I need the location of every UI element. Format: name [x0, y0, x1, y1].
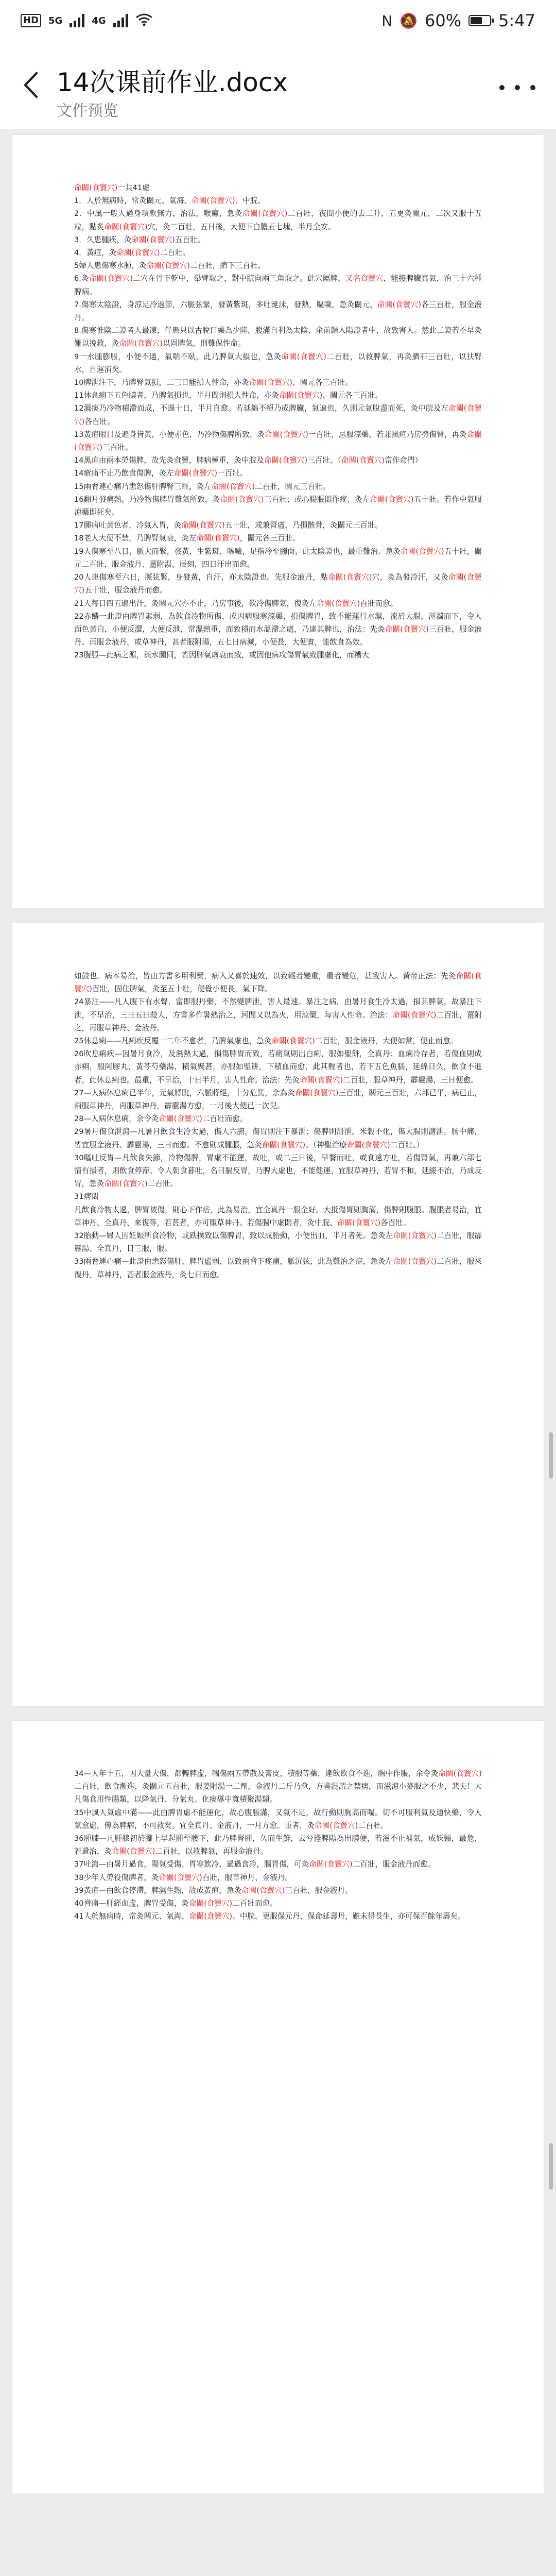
- doc-paragraph: [74, 1884, 482, 1897]
- text-run: 14瘡痛不止乃飲食傷脾，灸左: [74, 469, 174, 478]
- more-options-button[interactable]: [499, 77, 535, 98]
- text-run: 五百壯。: [175, 235, 205, 244]
- page-body: [74, 1767, 482, 1923]
- text-run: ，關元各三百壯。: [239, 534, 300, 543]
- text-run: 33兩脅連心痛—此證由恚怒傷肝，脾胃虛弱，以致兩脅下疼痛，脈沉弦，此為難治之症，急灸左: [74, 1257, 393, 1266]
- text-run: 百壯而愈。: [360, 599, 398, 608]
- text-run: 25休息痢——凡痢疾反覆一二年不愈者，乃脾氣虛也，急灸: [74, 1037, 272, 1046]
- highlighted-term: 命關(食竇穴): [111, 1847, 155, 1856]
- status-right: [381, 11, 535, 30]
- highlighted-term: 命關(食竇穴): [346, 1140, 390, 1149]
- text-run: 23腹脹—此病之源，與水腫同，皆因脾氣虛衰而致，或因他病攻傷胃氣致腫虛化，而糟大: [74, 651, 370, 660]
- highlighted-term: 命關(食竇穴): [327, 573, 372, 582]
- doc-paragraph: [74, 324, 482, 350]
- doc-paragraph: [74, 1204, 482, 1229]
- highlighted-term: 命關(食竇穴): [116, 248, 160, 258]
- text-run: 當作命門）: [385, 456, 423, 465]
- text-run: 凡飲食冷物太過，脾胃被傷，則心下作痞，此為易治，宜全真丹一服全好。大抵傷胃則胸滿，傷脾則腹脹。腹脹者易治，宜草神丹、全真丹、來復等，若甚者，亦可服草神丹。若傷腸中虛悶者，灸中脘、: [74, 1205, 482, 1227]
- text-run: 二百壯，服來復丹、草神丹，甚者服金液丹，灸七日而愈。: [74, 1257, 482, 1279]
- chevron-left-icon: [22, 71, 40, 99]
- doc-paragraph: [74, 207, 482, 233]
- highlighted-term: 命關(食竇穴): [74, 573, 482, 595]
- text-run: 38少年人勞役傷脾者，灸: [74, 1873, 159, 1882]
- clock: 5:47: [498, 11, 535, 30]
- doc-paragraph: [74, 545, 482, 571]
- text-run: 8.傷寒惟陰二證者人最凍，伴患只以古脫口藥為少陸，腹滿自利為太陰，余前歸入陽證者中，故致害人。然此二證若不早灸難以挽救，灸: [74, 326, 482, 348]
- doc-paragraph: [74, 194, 482, 207]
- doc-paragraph: [74, 246, 482, 259]
- text-run: 三百壯，服金液丹。再服金液丹，或草神丹，甚者服附湯，五七日病減，小便長，大便實，能飲食為效。: [74, 624, 482, 647]
- doc-paragraph: [74, 1832, 482, 1858]
- doc-paragraph: [74, 519, 482, 532]
- text-run: 五十壯。若作中氣服涼藥即死矣。: [74, 495, 482, 517]
- highlighted-term: 命關(食竇穴): [192, 196, 235, 206]
- text-run: 二百壯。: [160, 248, 190, 258]
- doc-paragraph: [74, 610, 482, 649]
- highlighted-term: 命關(食竇穴): [173, 469, 218, 478]
- text-run: 二百壯，飲食漸進，灸關元五百壯，服姜附湯一二劑，金液丹二斤乃愈，方書混謂之禁痞，而滋涼小麥服之不少，悲夫！大凡傷食用性腸類，以降氣丹、分氣丸、化痰導中寬積聚湯類。: [74, 1782, 482, 1804]
- highlighted-term: 命關(食竇穴): [299, 1075, 343, 1084]
- text-run: 。（神聖治療: [305, 1140, 347, 1149]
- highlighted-term: 命關(食竇穴): [385, 624, 429, 634]
- text-run: 二百壯，服霹靂湯、全真丹，日三服，服。: [74, 1231, 482, 1253]
- document-page-1[interactable]: [12, 135, 544, 908]
- text-run: 各百壯。: [380, 1218, 411, 1227]
- text-run: 二百壯，以救脾氣，再灸臍石三百壯，以扶腎水，自運消矣。: [74, 352, 482, 374]
- text-run: 40脅痛—肝經血虛，脾胃受傷，灸: [74, 1899, 189, 1908]
- highlighted-term: 命關(食竇穴): [337, 1218, 381, 1227]
- text-run: 各三百壯，服金液丹。: [74, 300, 482, 323]
- text-run: 二百壯。）: [390, 1140, 424, 1149]
- doc-paragraph: [74, 298, 482, 324]
- highlighted-term: 命關(食竇穴): [309, 1860, 353, 1869]
- doc-paragraph: [74, 272, 482, 298]
- doc-paragraph: [74, 1897, 482, 1910]
- wifi-icon: [135, 11, 153, 30]
- text-run: 22赤鱗一此證由脾胃素弱，為飲食冷物所傷，或因病服寒涼藥，損傷脾胃，致不能運行水濕，流於大腸，渾濁而下，令人面色黃白，小便反澀，大便反泄，常濕熱重，而致積而水溫滯之處，乃達其脾也，治法：先灸: [74, 612, 482, 634]
- text-run: 二百壯，薑附之，再服草神丹、金液丹。: [74, 1010, 482, 1032]
- status-bar: [0, 0, 556, 41]
- text-run: 29暑月傷食泄瀉—凡暑月飲食生冷太過，傷人六腑，傷胃則注下暴泄；傷脾則滑泄，米穀不化，傷大腸則溏泄。肠中痛，皆宜服金液丹、霹靂湯，三日而愈。不愈則成腫脹，急灸: [74, 1127, 482, 1149]
- page-body: [74, 970, 482, 1281]
- document-page-2[interactable]: [12, 923, 544, 1706]
- text-run: 13黃疸眼目及遍身皆黃，小便赤色，乃冷物傷脾所致，灸: [74, 430, 265, 439]
- text-run: 7.傷寒太陰證，身涼足冷過節，六脈弦緊，發黃紫斑，多吐涎沫，發熱，嘔噦，急灸關元、: [74, 300, 377, 309]
- text-run: 35中風人氣虛中滿——此由脾胃虛不能運化，故心腹脹滿，又氣不足，故行動則胸高而喘。切不可服利氣及通快藥，令人氣愈虛，傳為脾病，不可救矣。宜全真丹、金液丹，一月方愈。重者，灸: [74, 1808, 482, 1830]
- signal-2-label: 4G: [92, 15, 106, 26]
- highlighted-term: 命關(食竇穴): [294, 1088, 339, 1097]
- doc-paragraph: [74, 1806, 482, 1832]
- doc-paragraph: [74, 1112, 482, 1125]
- doc-paragraph: [74, 571, 482, 597]
- doc-paragraph: [74, 350, 482, 376]
- text-run: 32胎動—婦人因妊娠所食冷物，或跌撲致以傷脾胃，致以成胎動，小便出血，半月者死。急灸左: [74, 1231, 393, 1241]
- highlighted-term: 命關(食竇穴): [265, 430, 308, 439]
- highlighted-term: 命關(食竇穴): [271, 1037, 315, 1046]
- text-run: 二百壯，夜間小便的去二升，五更灸關元，二次又服十五粒，點炙: [74, 209, 482, 231]
- text-run: 14黑疸由兩本勞傷脾，故先灸食竇，脾病極重，灸中脘及: [74, 456, 264, 465]
- document-page-3[interactable]: [12, 1721, 544, 2494]
- doc-paragraph: [74, 233, 482, 246]
- doc-paragraph: [74, 532, 482, 545]
- text-run: 二百壯。: [358, 1821, 388, 1830]
- doc-paragraph: [74, 649, 482, 662]
- highlighted-term: 命關(食竇穴): [281, 352, 326, 361]
- doc-paragraph: [74, 376, 482, 389]
- highlighted-term: 命關(食竇穴): [264, 456, 308, 465]
- text-run: 穴，灸二百壯，五日後，大便下白膿五七塊，半月全安。: [147, 222, 336, 231]
- highlighted-term: 命關(食竇穴): [393, 1257, 437, 1266]
- text-run: 37吐瀉—由暑月過食，陽氣受傷、胃寒飲冷，過過食冷，腸胃傷，可灸: [74, 1860, 309, 1869]
- highlighted-term: 命關(食竇穴): [104, 1179, 148, 1189]
- highlighted-term: 命關(食竇穴): [279, 391, 323, 400]
- text-run: 17腫病吐黃色者，冷氣入胃，灸: [74, 521, 182, 530]
- doc-paragraph: [74, 1255, 482, 1281]
- text-run: 21人每日四五遍出汗，灸關元穴亦不止，乃房事後，飲冷傷脾氣，復灸左: [74, 599, 317, 608]
- doc-paragraph: [74, 467, 482, 480]
- text-run: 三百壯；或心腸脹悶作疼，灸左: [264, 495, 370, 504]
- text-run: 2．中風一般人過身項軟無力，治法，喉癱，急灸: [74, 209, 242, 218]
- text-run: 15兩脅連心痛乃恚怒傷肝脾腎三經，灸左: [74, 482, 212, 491]
- signal-1-label: 5G: [48, 15, 63, 26]
- text-run: 4．黃疸，灸: [74, 248, 117, 258]
- text-run: 二百壯，服金液丹而愈。: [352, 1860, 436, 1869]
- text-run: 26吹息痢疾—因暑月食冷，及濕熱太過，損傷脾胃而致，若痛氣則出白痢，服如聖餅，全真丹；血痢冷存者，若傷血則成赤痢，服阿膠丸，黃芩芍藥湯，積氣聚甚，亦服如聖餅。下積血而愈，此其輕者也，若下五色魚腦，延綿日久，飲食不進者，此休息痢也。最重，不早治，十日半月，害人性命。治法：先灸: [74, 1049, 482, 1084]
- status-left: [21, 11, 153, 30]
- text-run: 百壯，固住脾氣，灸至五十壯，便覺小便長，氣下降。: [92, 985, 273, 994]
- highlighted-term: 命關(食竇穴): [74, 972, 482, 994]
- signal-1-icon: [70, 14, 84, 27]
- highlighted-term: 命關(食竇穴): [74, 430, 482, 452]
- text-run: 穴，灸為發冷汗，又灸: [372, 573, 449, 582]
- highlighted-term: 命關(食竇穴): [188, 1912, 233, 1921]
- text-run: 28—人病休息痢，余令灸: [74, 1114, 159, 1124]
- highlighted-term: 命關(食竇穴): [188, 1899, 233, 1908]
- doc-paragraph: [74, 259, 482, 272]
- text-run: 三百壯，服金液丹。: [285, 1886, 353, 1895]
- highlighted-term: 又名食竇穴: [345, 274, 384, 283]
- highlighted-term: 命關(食竇穴): [220, 495, 264, 504]
- highlighted-term: 命關(食竇穴): [131, 235, 175, 244]
- doc-paragraph: [74, 1767, 482, 1806]
- text-run: 一百壯。: [217, 469, 248, 478]
- doc-paragraph: [74, 1035, 482, 1047]
- text-run: ，能接脾臟真氣，治三十六種脾病。: [74, 274, 482, 296]
- text-run: 三百壯。（: [307, 456, 341, 465]
- page-body: [74, 181, 482, 662]
- text-run: 18老人大便不禁，乃脾腎氣衰，灸左: [74, 534, 197, 543]
- document-subtitle: 文件预览: [57, 102, 118, 120]
- doc-paragraph: [74, 402, 482, 428]
- doc-paragraph: [74, 1151, 482, 1191]
- highlighted-term: 命關(食竇穴): [211, 482, 255, 491]
- doc-paragraph: [74, 995, 482, 1035]
- highlighted-term: 命關(食竇穴): [393, 1231, 437, 1241]
- doc-paragraph: [74, 1910, 482, 1923]
- text-run: 二百壯。: [147, 1179, 178, 1189]
- text-run: 百壯，服草神丹、金液丹。: [202, 1873, 293, 1882]
- text-run: 3．久患腫疾，灸: [74, 235, 132, 244]
- text-run: 、中脘，更服保元丹、保命延壽丹，雖未得長生，亦可保百餘年壽矣。: [232, 1912, 465, 1921]
- text-run: 二百壯，服金液丹，大便如常，便止而愈。: [315, 1037, 458, 1046]
- text-run: 五十壯，關元二百壯，服金液丹、薑附湯，辰刻，四日汗出而愈。: [74, 547, 482, 569]
- text-run: 以固脾氣，則難保性命。: [162, 339, 246, 348]
- doc-paragraph: [74, 181, 482, 194]
- hd-badge: HD: [21, 14, 41, 27]
- text-run: 11休息痢下五色膿者，乃脾氣損也，半月間則損人性命，亦灸: [74, 391, 280, 400]
- nfc-icon: N: [381, 12, 393, 29]
- back-button[interactable]: [15, 67, 46, 103]
- doc-paragraph: [74, 428, 482, 454]
- highlighted-term: 命關(食竇穴): [315, 1821, 358, 1830]
- battery-icon: [468, 15, 491, 26]
- doc-paragraph: [74, 1871, 482, 1884]
- doc-paragraph: [74, 454, 482, 467]
- highlighted-term: 命關(食竇穴): [74, 183, 118, 192]
- text-run: 6.灸: [74, 274, 89, 283]
- highlighted-term: 命關(食竇穴): [370, 495, 414, 504]
- highlighted-term: 命關(食竇穴): [159, 1873, 202, 1882]
- text-run: 、中脘。: [235, 196, 265, 206]
- text-run: 二百壯，臍下三百壯。: [190, 261, 265, 270]
- text-run: 19人傷寒至八日，脈大而緊，發黃，生紫斑，嘔噦，足指冷至腳面，此太陰證也，最重難治。急灸: [74, 547, 401, 556]
- text-run: 二百壯，服草神丹，霹靂湯，三日便愈。: [343, 1075, 478, 1084]
- highlighted-term: 命關(食竇穴): [104, 222, 148, 231]
- highlighted-term: 命關(食竇穴): [242, 209, 288, 218]
- text-run: 16翻月發痛熱，乃冷物傷脾胃難氣所致，灸: [74, 495, 220, 504]
- text-run: 20人患傷寒至六日，脈弦緊，身發黃，自汗，亦太陰證也。先服金液丹，點: [74, 573, 328, 582]
- scrollbar-thumb[interactable]: [549, 1432, 553, 1479]
- text-run: 二百壯，以救脾氣，再服金液丹。: [155, 1847, 268, 1856]
- text-run: 二百壯，關元三百壯。: [255, 482, 330, 491]
- text-run: 31痞悶: [74, 1192, 99, 1201]
- highlighted-term: 命關(食竇穴): [316, 599, 360, 608]
- highlighted-term: 命關(食竇穴): [249, 378, 292, 387]
- text-run: 如鼓也。病本易治，皆由方書多用利藥，病入又喜於速效，以致輕者變重，重者變危，甚致害人。黃帝正法：先灸: [74, 972, 456, 980]
- text-run: 41人於無病時，常灸關元、氣海、: [74, 1912, 189, 1921]
- doc-paragraph: [74, 1087, 482, 1112]
- highlighted-term: 命關(食竇穴): [438, 1769, 482, 1778]
- highlighted-term: 命關(食竇穴): [146, 261, 190, 270]
- text-run: 9一水腫膨脹，小便不通，氣喘不臥，此乃脾氣大損也，急灸: [74, 352, 282, 361]
- text-run: 24暴注——凡人腹下有水聲，當即服丹藥，不然變脾泄，害人最速。暴注之病，由暑月食生冷太過，損其脾氣，故暴注下泄，不早治，三日五日殺人，方書多作暑熱治之，河間又以為火，用涼藥，每害人性命。治法：: [74, 997, 482, 1020]
- mute-icon: 🔕: [399, 12, 418, 29]
- text-run: 30嘔吐反胃—凡飲食失節，冷物傷脾，胃虛不能運，故吐，或二三日後，早餐而吐，或食遠方吐，若傷腎氣，再兼六部七情有損者，則飲食停滯。令人朝食暮吐，名曰膈反胃，乃脾大虛也，不能健運，宜服草神丹，若胃不和，延緩不治，乃成反胃，急灸: [74, 1153, 482, 1189]
- scrollbar-thumb[interactable]: [549, 2143, 553, 2190]
- text-run: 36腫膝—凡腫膝初於腳上早起腫至腰下，此乃脾腎腫，久而生鮮，去兮逢脾陽為出膿便，若滋不止補氣，成妖頸，最危，若遺治，灸: [74, 1834, 482, 1856]
- text-run: 二穴在骨下乾中，舉臂取之，對中脘向兩三角取之。此穴屬脾，: [133, 274, 345, 283]
- doc-paragraph: [74, 1229, 482, 1255]
- doc-paragraph: [74, 970, 482, 995]
- signal-2-icon: [113, 14, 128, 27]
- highlighted-term: 命關(食竇穴): [262, 1140, 306, 1149]
- highlighted-term: 命關(食竇穴): [159, 1114, 202, 1124]
- highlighted-term: 命關(食竇穴): [341, 456, 385, 465]
- highlighted-term: 命關(食竇穴): [377, 300, 422, 309]
- text-run: 三百壯。: [102, 443, 133, 452]
- highlighted-term: 命關(食竇穴): [181, 521, 225, 530]
- highlighted-term: 命關(食竇穴): [196, 534, 240, 543]
- text-run: 12濕痰乃冷物積滯而成，不過十日，半月自愈。若延綿不絕乃成脾臟，氣遍也，久則元氣脫盡而死，灸中脘及左: [74, 404, 449, 413]
- doc-paragraph: [74, 1125, 482, 1151]
- text-run: 39黃疸—由飲食停滯，脾濕生熱，故成黃疸，急灸: [74, 1886, 242, 1895]
- highlighted-term: 命關(食竇穴): [392, 1010, 437, 1020]
- text-run: 一共41處: [117, 183, 150, 192]
- text-run: 三百壯，關元三百壯，六部已平，病已止，兩服草神丹，再服草神丹，霹靂湯方愈，一月後大便已一次兒。: [74, 1088, 482, 1111]
- doc-paragraph: [74, 480, 482, 493]
- text-run: 、關元各三百壯。: [322, 391, 383, 400]
- document-title: 14次课前作业.docx: [57, 67, 288, 97]
- text-run: 27—人病休息痢已半年，元氣將脫，六脈將絕，十分危篤，余為灸: [74, 1088, 295, 1097]
- highlighted-term: 命關(食竇穴): [119, 339, 163, 348]
- doc-paragraph: [74, 1190, 482, 1203]
- text-run: 各百壯。: [84, 417, 115, 426]
- doc-paragraph: [74, 389, 482, 402]
- text-run: 、關元各三百壯。: [292, 378, 353, 387]
- doc-paragraph: [74, 493, 482, 519]
- doc-paragraph: [74, 1858, 482, 1871]
- text-run: 10脾泄注下，乃脾腎氣損，二三日能損人性命，亦灸: [74, 378, 249, 387]
- text-run: 五十壯，服金液丹而愈。: [84, 586, 167, 595]
- text-run: 34—人年十五，因大量大傷，都轉脾虛，喘傷兩五帶散及膏皮，積服等藥，達飲飲食不進，胸中作脹，余令灸: [74, 1769, 439, 1778]
- title-bar: [0, 41, 556, 129]
- text-run: 二百壯而愈。: [202, 1114, 248, 1124]
- battery-percent: 60%: [425, 11, 462, 30]
- highlighted-term: 命關(食竇穴): [74, 404, 482, 426]
- battery-fill: [471, 17, 482, 24]
- doc-paragraph: [74, 1047, 482, 1087]
- text-run: 五十壯，或兼腎虛，乃損骸骨，灸關元三百壯。: [224, 521, 383, 530]
- text-run: 5婦人患傷寒水腫，灸: [74, 261, 147, 270]
- text-run: 二百壯而愈。: [232, 1899, 277, 1908]
- highlighted-term: 命關(食竇穴): [89, 274, 133, 283]
- text-run: 一百壯，忌服涼藥，若兼黑疸乃房勞傷腎，再灸: [308, 430, 467, 439]
- highlighted-term: 命關(食竇穴): [401, 547, 444, 556]
- text-run: 1．人於無病時，常灸關元、氣海、: [74, 196, 192, 206]
- doc-paragraph: [74, 597, 482, 610]
- more-dots-icon: [499, 85, 505, 90]
- highlighted-term: 命關(食竇穴): [241, 1886, 285, 1895]
